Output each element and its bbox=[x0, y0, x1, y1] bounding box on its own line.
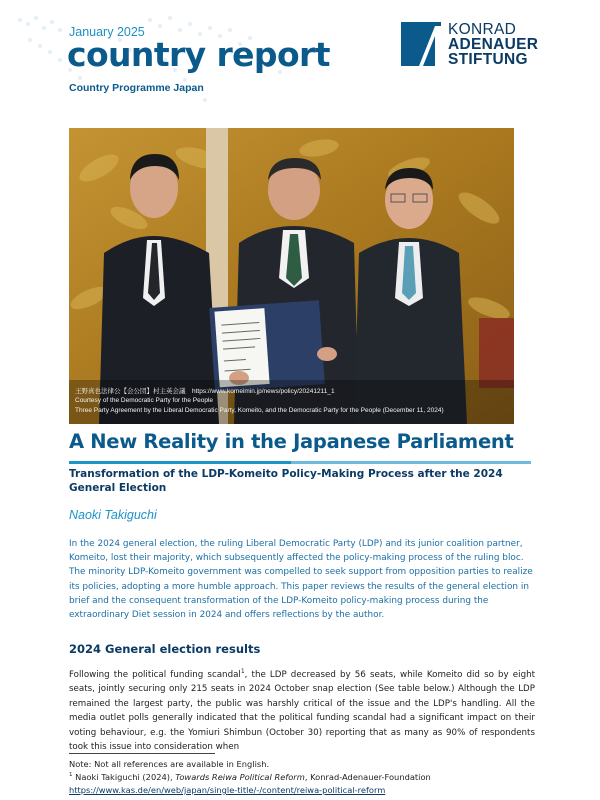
author-name: Naoki Takiguchi bbox=[69, 508, 157, 522]
article-subtitle: Transformation of the LDP-Komeito Policy-Making Process after the 2024 General Election bbox=[69, 468, 503, 494]
report-type-title: country report bbox=[67, 35, 330, 74]
section-heading: 2024 General election results bbox=[69, 642, 261, 656]
photo-caption-description: Three Party Agreement by the Liberal Democratic Party, Komeito, and the Democratic Party for the People (December 11, 2024) bbox=[75, 407, 444, 414]
logo-text-line-3: STIFTUNG bbox=[448, 51, 528, 68]
footnote-note: Note: Not all references are available in English. bbox=[69, 759, 270, 769]
programme-name: Country Programme Japan bbox=[69, 82, 204, 94]
body-paragraph bbox=[69, 665, 535, 754]
kas-logo-mark-icon bbox=[401, 22, 441, 66]
body-text-start: Following the political funding scandal bbox=[69, 669, 241, 680]
photo-caption-source: 王野真也法律公【会公団】村主英会議 https://www.komeimin.jp/news/policy/20241211_1 bbox=[75, 388, 335, 395]
cover-photo bbox=[69, 128, 514, 424]
abstract-paragraph: In the 2024 general election, the ruling Liberal Democratic Party (LDP) and its junior coalition partner, Komeito, lost their majority, which subsequently affected the policy-making process of the ruling bloc. The minority LDP-Komeito government was compelled to seek support from opposition parties to realize its policies, adopting a more humble approach. This paper reviews the results of the general election in brief and the consequent transformation of the LDP-Komeito policy-making process during the extraordinary Diet session in 2024 and offers reflections by the author. bbox=[69, 539, 533, 621]
footnote-ref-1[interactable]: 1 bbox=[240, 668, 245, 675]
kas-logo bbox=[401, 22, 571, 72]
body-text-rest: , the LDP decreased by 56 seats, while Komeito did so by eight seats, jointly securing only 215 seats in 2024 October snap election (See table below.) Although the LDP remained the largest party, the public was harshly critical of the issue and the LDP's handling. All the media outlet polls generally indicated that the political funding scandal had a significant impact on their voting behaviour, e.g. the Yomiuri Shimbun (October 30) reporting that as many as 90% of respondents took this issue into consideration when bbox=[69, 669, 535, 752]
cover-photo-illustration bbox=[69, 128, 514, 424]
report-date: January 2025 bbox=[69, 25, 145, 39]
footnote-1-title: Towards Reiwa Political Reform bbox=[175, 772, 305, 782]
title-divider-accent bbox=[69, 461, 291, 464]
footnote-1-number: 1 bbox=[69, 772, 73, 779]
footnote-1-link[interactable]: https://www.kas.de/en/web/japan/single-title/-/content/reiwa-political-reform bbox=[69, 785, 386, 795]
logo-text-line-1: KONRAD bbox=[448, 21, 517, 38]
article-title: A New Reality in the Japanese Parliament bbox=[69, 430, 514, 453]
footnote-1-text-b: , Konrad-Adenauer-Foundation bbox=[304, 772, 431, 782]
photo-caption-courtesy: Courtesy of the Democratic Party for the People bbox=[75, 397, 214, 404]
logo-text-line-2: ADENAUER bbox=[448, 36, 539, 53]
footnote-divider bbox=[69, 753, 215, 754]
footnote-1-text-a: Naoki Takiguchi (2024), bbox=[72, 772, 176, 782]
footnote-1 bbox=[69, 772, 431, 782]
